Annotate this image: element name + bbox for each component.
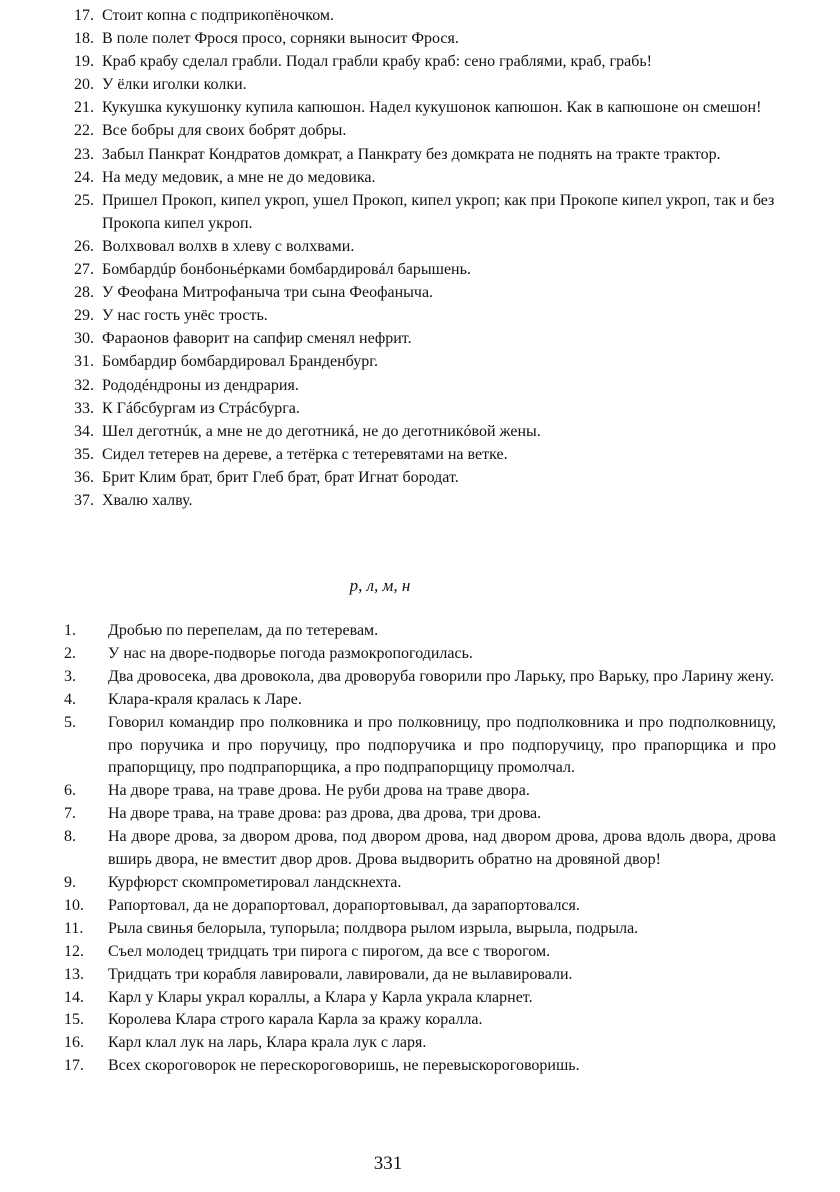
- item-number: 5.: [64, 713, 76, 731]
- item-number: 14.: [64, 988, 84, 1006]
- item-number: 1.: [64, 622, 76, 639]
- item-text: Фараонов фаворит на сапфир сменял нефрит.: [102, 330, 412, 348]
- item-text: Клара-краля кралась к Ларе.: [108, 690, 302, 708]
- item-text: Сидел тетерев на дереве, а тетёрка с тетеревятами на ветке.: [102, 445, 508, 463]
- item-text: Брит Клим брат, брит Глеб брат, брат Игнат бородат.: [102, 468, 459, 486]
- item-number: 28.: [74, 284, 94, 302]
- item-number: 26.: [74, 237, 94, 255]
- list-item: [64, 4, 780, 27]
- list-item: [64, 443, 780, 466]
- list-item: [64, 304, 780, 327]
- tongue-twister-list-rlmn: [64, 620, 776, 1078]
- item-number: 25.: [74, 191, 94, 209]
- item-number: 17.: [64, 1057, 84, 1075]
- item-number: 21.: [74, 99, 94, 117]
- list-item: [64, 73, 780, 96]
- item-number: 34.: [74, 422, 94, 440]
- item-text: На меду медовик, а мне не до медовика.: [102, 168, 376, 186]
- item-text: На дворе дрова, за двором дрова, под двором дрова, над двором дрова, дрова вдоль двора, дрова вширь двора, не вместит двор дров. Дрова выдворить обратно на дровяной двор!: [108, 828, 776, 869]
- list-item: [64, 119, 780, 142]
- item-text: Волхвовал волхв в хлеву с волхвами.: [102, 237, 355, 255]
- list-item: [64, 489, 780, 512]
- item-number: 33.: [74, 399, 94, 417]
- item-text: У ёлки иголки колки.: [102, 76, 247, 94]
- item-number: 15.: [64, 1011, 84, 1029]
- item-text: Пришел Прокоп, кипел укроп, ушел Прокоп, кипел укроп; как при Прокопе кипел укроп, так и без Прокопа кипел укроп.: [102, 191, 775, 232]
- item-text: У нас на дворе-подворье погода размокропогодилась.: [108, 644, 473, 662]
- item-number: 3.: [64, 667, 76, 685]
- item-text: У нас гость унёс трость.: [102, 307, 268, 325]
- item-number: 37.: [74, 491, 94, 509]
- item-text: Шел деготнúк, а мне не до деготникá, не до деготникóвой жены.: [102, 422, 541, 440]
- item-number: 12.: [64, 942, 84, 960]
- item-text: На дворе трава, на траве дрова: раз дрова, два дрова, три дрова.: [108, 805, 542, 823]
- item-text: Хвалю халву.: [102, 491, 193, 509]
- list-item: [64, 712, 776, 781]
- item-number: 8.: [64, 828, 76, 846]
- item-text: Бомбардир бомбардировал Бранденбург.: [102, 353, 378, 371]
- item-number: 17.: [74, 7, 94, 24]
- item-number: 29.: [74, 307, 94, 325]
- item-text: Бомбардúр бонбоньéрками бомбардировáл барышень.: [102, 261, 471, 279]
- list-item: [64, 941, 776, 964]
- list-item: [64, 643, 776, 666]
- item-text: Карл у Клары украл кораллы, а Клара у Карла украла кларнет.: [108, 988, 533, 1006]
- list-item: [64, 420, 780, 443]
- item-text: Тридцать три корабля лавировали, лавировали, да не вылавировали.: [108, 965, 573, 983]
- item-number: 20.: [74, 76, 94, 94]
- item-number: 2.: [64, 644, 76, 662]
- item-number: 6.: [64, 782, 76, 800]
- list-item: [64, 666, 776, 689]
- item-text: Два дровосека, два дровокола, два дроворуба говорили про Ларьку, про Варьку, про Ларину жену.: [108, 667, 774, 685]
- list-item: [64, 235, 780, 258]
- list-item: [64, 189, 780, 235]
- item-number: 7.: [64, 805, 76, 823]
- item-text: Говорил командир про полковника и про полковницу, про подполковника и про подполковницу, про поручика и про поручицу, про подпоручика и про подпоручицу, про прапорщика и про прапорщицу, про подпрапорщика, а про подпрапорщицу промолчал.: [108, 713, 776, 777]
- item-number: 32.: [74, 376, 94, 394]
- item-text: В поле полет Фрося просо, сорняки выносит Фрося.: [102, 30, 459, 48]
- item-text: Дробью по перепелам, да по тетеревам.: [108, 622, 379, 639]
- item-text: На дворе трава, на траве дрова. Не руби дрова на траве двора.: [108, 782, 530, 800]
- list-item: [64, 397, 780, 420]
- item-text: Забыл Панкрат Кондратов домкрат, а Панкрату без домкрата не поднять на тракте трактор.: [102, 145, 721, 163]
- item-number: 10.: [64, 896, 84, 914]
- item-number: 27.: [74, 261, 94, 279]
- item-number: 36.: [74, 468, 94, 486]
- list-item: [64, 327, 780, 350]
- list-item: [64, 1055, 776, 1078]
- list-item: [64, 1009, 776, 1032]
- item-text: Краб крабу сделал грабли. Подал грабли крабу краб: сено граблями, краб, грабь!: [102, 53, 652, 71]
- item-number: 13.: [64, 965, 84, 983]
- list-item: [64, 872, 776, 895]
- list-item: [64, 803, 776, 826]
- item-text: Съел молодец тридцать три пирога с пирогом, да все с творогом.: [108, 942, 551, 960]
- list-item: [64, 826, 776, 872]
- tongue-twister-list-continued: [64, 4, 780, 512]
- list-item: [64, 258, 780, 281]
- list-item: [64, 350, 780, 373]
- list-item: [64, 780, 776, 803]
- list-item: [64, 281, 780, 304]
- list-item: [64, 50, 780, 73]
- item-text: Карл клал лук на ларь, Клара крала лук с ларя.: [108, 1034, 427, 1052]
- list-item: [64, 620, 776, 643]
- page-number: 331: [373, 1153, 403, 1174]
- list-item: [64, 918, 776, 941]
- item-number: 31.: [74, 353, 94, 371]
- item-number: 23.: [74, 145, 94, 163]
- list-item: [64, 27, 780, 50]
- item-text: У Феофана Митрофаныча три сына Феофаныча.: [102, 284, 434, 302]
- item-number: 24.: [74, 168, 94, 186]
- item-number: 30.: [74, 330, 94, 348]
- list-item: [64, 166, 780, 189]
- item-number: 11.: [64, 919, 84, 937]
- item-number: 18.: [74, 30, 94, 48]
- item-number: 4.: [64, 690, 76, 708]
- list-item: [64, 1032, 776, 1055]
- item-number: 9.: [64, 873, 76, 891]
- item-text: Рапортовал, да не дорапортовал, дорапортовывал, да зарапортовался.: [108, 896, 580, 914]
- list-item: [64, 987, 776, 1010]
- item-text: Курфюрст скомпрометировал ландскнехта.: [108, 873, 402, 891]
- item-text: К Гáбсбургам из Стрáсбурга.: [102, 399, 300, 417]
- list-item: [64, 466, 780, 489]
- item-text: Королева Клара строго карала Карла за кражу коралла.: [108, 1011, 483, 1029]
- item-text: Всех скороговорок не перескороговоришь, не перевыскороговоришь.: [108, 1057, 580, 1075]
- item-number: 35.: [74, 445, 94, 463]
- item-text: Все бобры для своих бобрят добры.: [102, 122, 347, 140]
- item-number: 19.: [74, 53, 94, 71]
- list-item: [64, 96, 780, 119]
- list-item: [64, 374, 780, 397]
- list-item: [64, 964, 776, 987]
- item-number: 22.: [74, 122, 94, 140]
- item-text: Рододéндроны из дендрария.: [102, 376, 299, 394]
- item-text: Стоит копна с подприкопёночком.: [102, 7, 335, 24]
- list-item: [64, 143, 780, 166]
- item-number: 16.: [64, 1034, 84, 1052]
- item-text: Кукушка кукушонку купила капюшон. Надел кукушонок капюшон. Как в капюшоне он смешон!: [102, 99, 762, 117]
- list-item: [64, 895, 776, 918]
- list-item: [64, 689, 776, 712]
- item-text: Рыла свинья белорыла, тупорыла; полдвора рылом изрыла, вырыла, подрыла.: [108, 919, 639, 937]
- section-heading: р, л, м, н: [349, 576, 411, 595]
